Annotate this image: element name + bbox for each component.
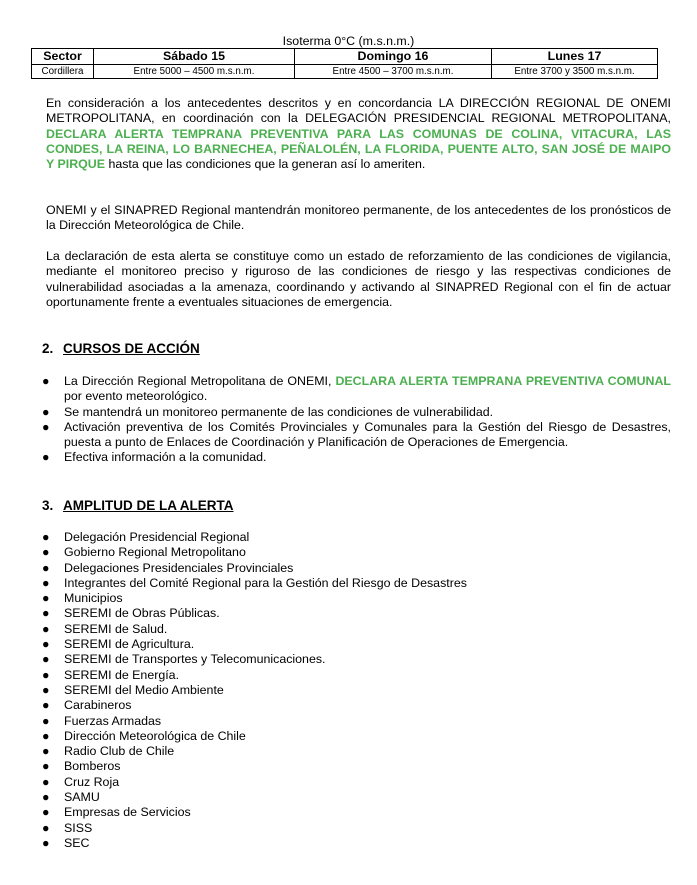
bullet-icon: ● [42, 621, 50, 636]
list-item-text: SAMU [64, 790, 100, 805]
bullet-icon: ● [42, 713, 50, 728]
list-item-text: Gobierno Regional Metropolitano [64, 545, 246, 560]
cell-sabado: Entre 5000 – 4500 m.s.n.m. [94, 65, 295, 79]
list-item [42, 759, 671, 774]
list-item-text: Carabineros [64, 698, 132, 713]
list-item-text: Fuerzas Armadas [64, 713, 162, 728]
list-item-text: SEREMI de Agricultura. [64, 637, 195, 652]
list-item-text: Dirección Meteorológica de Chile [64, 728, 246, 743]
list-item-text: SEREMI de Salud. [64, 621, 168, 636]
header-lunes: Lunes 17 [492, 49, 658, 65]
list-item [42, 790, 671, 805]
bullet-icon: ● [42, 404, 50, 419]
list-item-text: Radio Club de Chile [64, 744, 175, 759]
list-item [42, 729, 671, 744]
cell-domingo: Entre 4500 – 3700 m.s.n.m. [295, 65, 492, 79]
cell-sector: Cordillera [32, 65, 94, 79]
declaration-outro: hasta que las condiciones que la generan así lo ameriten. [105, 157, 426, 172]
list-item-text: SEC [64, 835, 90, 850]
section-3-number: 3. [42, 498, 54, 513]
section-2-number: 2. [42, 341, 54, 356]
list-item-text: Efectiva información a la comunidad. [64, 450, 267, 465]
list-item [42, 805, 671, 820]
table-title: Isoterma 0°C (m.s.n.m.) [282, 34, 415, 48]
bullet-icon: ● [42, 759, 50, 774]
list-item-text: SEREMI del Medio Ambiente [64, 682, 224, 697]
list-item-text: Empresas de Servicios [64, 805, 191, 820]
declaration-paragraph [46, 96, 671, 172]
bullet-icon: ● [42, 728, 50, 743]
list-item [42, 775, 671, 790]
table-row [32, 65, 658, 79]
bullet-icon: ● [42, 835, 50, 850]
section-2-title: CURSOS DE ACCIÓN [63, 341, 200, 356]
table-header-row [32, 49, 658, 65]
bullet-icon: ● [42, 667, 50, 682]
list-item [42, 561, 671, 576]
list-item [42, 374, 671, 405]
bullet-icon: ● [42, 575, 50, 590]
action-list [42, 374, 671, 466]
bullet-icon: ● [42, 530, 50, 544]
alert-definition-paragraph: La declaración de esta alerta se constituye como un estado de reforzamiento de las condiciones de vigilancia, mediante el monitoreo preciso y riguroso de las condiciones de riesgo y las respectivas condiciones de vulnerabilidad asociadas a la amenaza, coordinando y activando al SINAPRED Regional con el fin de actuar oportunamente frente a eventuales situaciones de emergencia. [46, 249, 671, 309]
bullet-icon: ● [42, 560, 50, 575]
list-item [42, 576, 671, 591]
bullet-icon: ● [42, 682, 50, 697]
list-item-text: Delegaciones Presidenciales Provinciales [64, 560, 294, 575]
bullet-icon: ● [42, 698, 50, 713]
list-item [42, 450, 671, 465]
list-item-text: Se mantendrá un monitoreo permanente de las condiciones de vulnerabilidad. [64, 404, 494, 419]
section-3-heading [42, 498, 233, 513]
declaration-highlight: DECLARA ALERTA TEMPRANA PREVENTIVA PARA LAS COMUNAS DE COLINA, VITACURA, LAS CONDES, LA REINA, LO BARNECHEA, PEÑALOLÉN, LA FLORIDA, PUENTE ALTO, SAN JOSÉ DE MAIPO Y PIRQUE [46, 126, 671, 172]
scope-list [42, 530, 671, 851]
list-item-text: SEREMI de Obras Públicas. [64, 606, 220, 621]
list-item [42, 591, 671, 606]
bullet-icon: ● [42, 790, 50, 805]
list-item-text: SEREMI de Energía. [64, 667, 180, 682]
bullet-icon: ● [42, 419, 50, 434]
list-item [42, 821, 671, 836]
cell-lunes: Entre 3700 y 3500 m.s.n.m. [492, 65, 658, 79]
list-item [42, 420, 671, 451]
bullet-icon: ● [42, 652, 50, 667]
isotherm-table [31, 48, 658, 79]
list-item [42, 698, 671, 713]
action-item-outro: por evento meteorológico. [64, 389, 208, 404]
list-item-text: Integrantes del Comité Regional para la Gestión del Riesgo de Desastres [64, 575, 467, 590]
list-item-text: Activación preventiva de los Comités Provinciales y Comunales para la Gestión del Riesgo de Desastres, puesta a punto de Enlaces de Coordinación y Planificación de Operaciones de Emergencia. [64, 419, 671, 450]
list-item [42, 530, 671, 545]
list-item [42, 668, 671, 683]
list-item-text: Cruz Roja [64, 774, 120, 789]
bullet-icon: ● [42, 591, 50, 606]
header-sector: Sector [32, 49, 94, 65]
bullet-icon: ● [42, 450, 50, 465]
list-item [42, 836, 671, 851]
bullet-icon: ● [42, 545, 50, 560]
monitoring-paragraph: ONEMI y el SINAPRED Regional mantendrán monitoreo permanente, de los antecedentes de los pronósticos de la Dirección Meteorológica de Chile. [46, 203, 671, 233]
bullet-icon: ● [42, 744, 50, 759]
action-item-intro: La Dirección Regional Metropolitana de ONEMI, [64, 374, 336, 388]
declaration-intro: En consideración a los antecedentes descritos y en concordancia LA DIRECCIÓN REGIONAL DE ONEMI METROPOLITANA, en coordinación con la DELEGACIÓN PRESIDENCIAL REGIONAL METROPOLITANA, [46, 96, 671, 126]
list-item-text: SISS [64, 820, 93, 835]
header-domingo: Domingo 16 [295, 49, 492, 65]
bullet-icon: ● [42, 374, 50, 388]
list-item-text: Municipios [64, 591, 123, 606]
list-item-text: Delegación Presidencial Regional [64, 530, 250, 544]
list-item [42, 622, 671, 637]
action-item-highlight: DECLARA ALERTA TEMPRANA PREVENTIVA COMUNAL [335, 374, 671, 388]
bullet-icon: ● [42, 637, 50, 652]
bullet-icon: ● [42, 606, 50, 621]
list-item [42, 606, 671, 621]
list-item [42, 545, 671, 560]
bullet-icon: ● [42, 805, 50, 820]
list-item [42, 714, 671, 729]
bullet-icon: ● [42, 774, 50, 789]
list-item-text: Bomberos [64, 759, 121, 774]
list-item-text: SEREMI de Transportes y Telecomunicaciones. [64, 652, 326, 667]
list-item [42, 683, 671, 698]
list-item [42, 637, 671, 652]
list-item [42, 652, 671, 667]
header-sabado: Sábado 15 [94, 49, 295, 65]
section-3-title: AMPLITUD DE LA ALERTA [63, 498, 234, 513]
section-2-heading [42, 341, 200, 356]
list-item [42, 405, 671, 420]
bullet-icon: ● [42, 820, 50, 835]
list-item [42, 744, 671, 759]
